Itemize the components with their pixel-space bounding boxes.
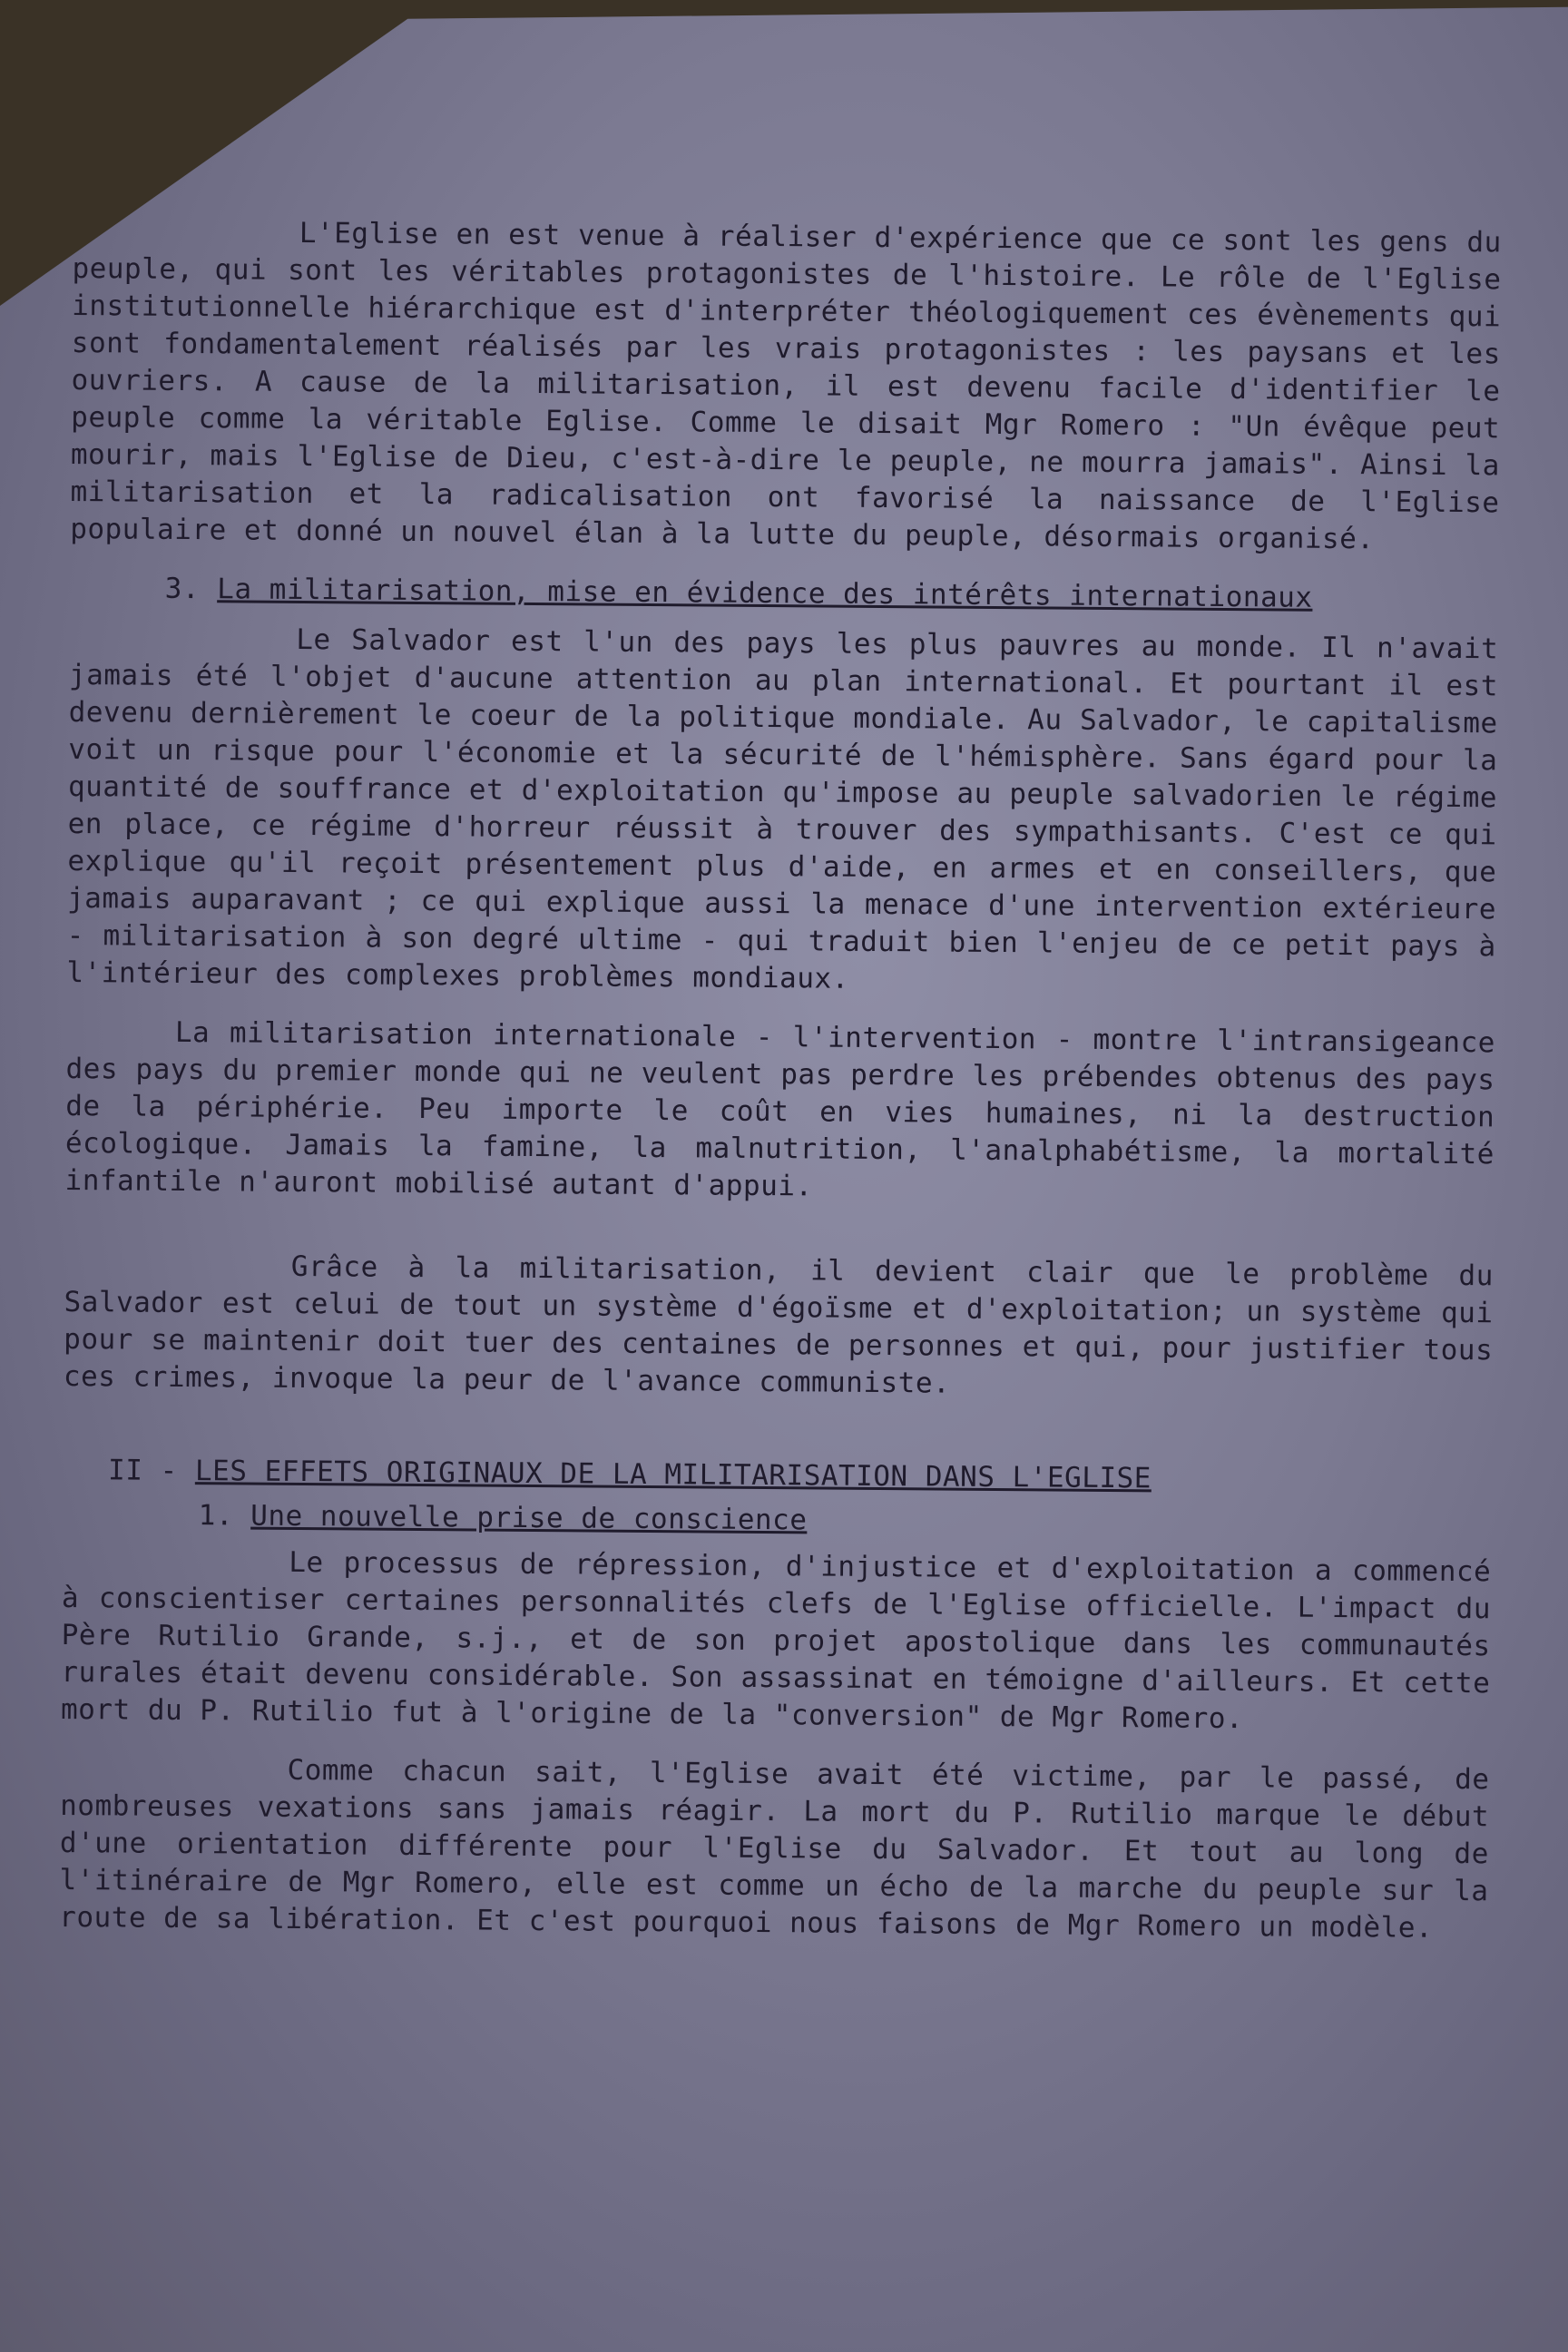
section-ii-heading <box>108 1452 1492 1500</box>
section-ii-title: LES EFFETS ORIGINAUX DE LA MILITARISATION DANS L'EGLISE <box>194 1455 1152 1495</box>
subsection-1-heading <box>199 1497 1492 1544</box>
section-3-paragraph-3: Grâce à la militarisation, il devient clair que le problème du Salvador est celui de tout un système d'égoïsme et d'exploitation; un système qui pour se maintenir doit tuer des centaines de personnes et qui, pour justifier tous ces crimes, invoque la peur de l'avance communiste. <box>63 1250 1494 1400</box>
section-ii-number: II - <box>107 1454 178 1487</box>
document-page <box>59 213 1502 1947</box>
subsection-1-title: Une nouvelle prise de conscience <box>250 1499 808 1537</box>
section-3-number: 3. <box>164 572 201 606</box>
subsection-1-paragraph-1: Le processus de répression, d'injustice et d'exploitation a commencé à conscientiser certaines personnalités clefs de l'Eglise officielle. L'impact du Père Rutilio Grande, s.j., et de son projet apostolique dans les communautés rurales était devenu considérable. Son assassinat en témoigne d'ailleurs. Et cette mort du P. Rutilio fut à l'origine de la "conversion" de Mgr Romero. <box>60 1545 1492 1736</box>
section-3-paragraph-2: La militarisation internationale - l'intervention - montre l'intransigeance des pays du premier monde qui ne veulent pas perdre les prébendes obtenus des pays de la périphérie. Peu importe le coût en vies humaines, ni la destruction écologique. Jamais la famine, la malnutrition, l'analphabétisme, la mortalité infantile n'auront mobilisé autant d'appui. <box>64 1015 1496 1203</box>
section-3-heading <box>165 571 1499 619</box>
subsection-1-paragraph-2: Comme chacun sait, l'Eglise avait été victime, par le passé, de nombreuses vexations sans jamais réagir. La mort du P. Rutilio marque le début d'une orientation différente pour l'Eglise du Salvador. Et tout au long de l'itinéraire de Mgr Romero, elle est comme un écho de la marche du peuple sur la route de sa libération. Et c'est pourquoi nous faisons de Mgr Romero un modèle. <box>59 1753 1490 1945</box>
section-3-title: La militarisation, mise en évidence des intérêts internationaux <box>217 573 1313 614</box>
intro-paragraph: L'Eglise en est venue à réaliser d'expérience que ce sont les gens du peuple, qui sont les véritables protagonistes de l'histoire. Le rôle de l'Eglise institutionnelle hiérarchique est d'interpréter théologiquement ces évènements qui sont fondamentalement réalisés par les vrais protagonistes : les paysans et les ouvriers. A cause de la militarisation, il est devenu facile d'identifier le peuple comme la véritable Eglise. Comme le disait Mgr Romero : "Un évêque peut mourir, mais l'Eglise de Dieu, c'est-à-dire le peuple, ne mourra jamais". Ainsi la militarisation et la radicalisation ont favorisé la naissance de l'Eglise populaire et donné un nouvel élan à la lutte du peuple, désormais organisé. <box>70 216 1502 556</box>
section-3-paragraph-1: Le Salvador est l'un des pays les plus pauvres au monde. Il n'avait jamais été l'objet d'aucune attention au plan international. Et pourtant il est devenu dernièrement le coeur de la politique mondiale. Au Salvador, le capitalisme voit un risque pour l'économie et la sécurité de l'hémisphère. Sans égard pour la quantité de souffrance et d'exploitation qu'impose au peuple salvadorien le régime en place, ce régime d'horreur réussit à trouver des sympathisants. C'est ce qui explique qu'il reçoit présentement plus d'aide, en armes et en conseillers, que jamais auparavant ; ce qui explique aussi la menace d'une intervention extérieure - militarisation à son degré ultime - qui traduit bien l'enjeu de ce petit pays à l'intérieur des complexes problèmes mondiaux. <box>66 622 1499 995</box>
subsection-1-number: 1. <box>198 1499 234 1533</box>
